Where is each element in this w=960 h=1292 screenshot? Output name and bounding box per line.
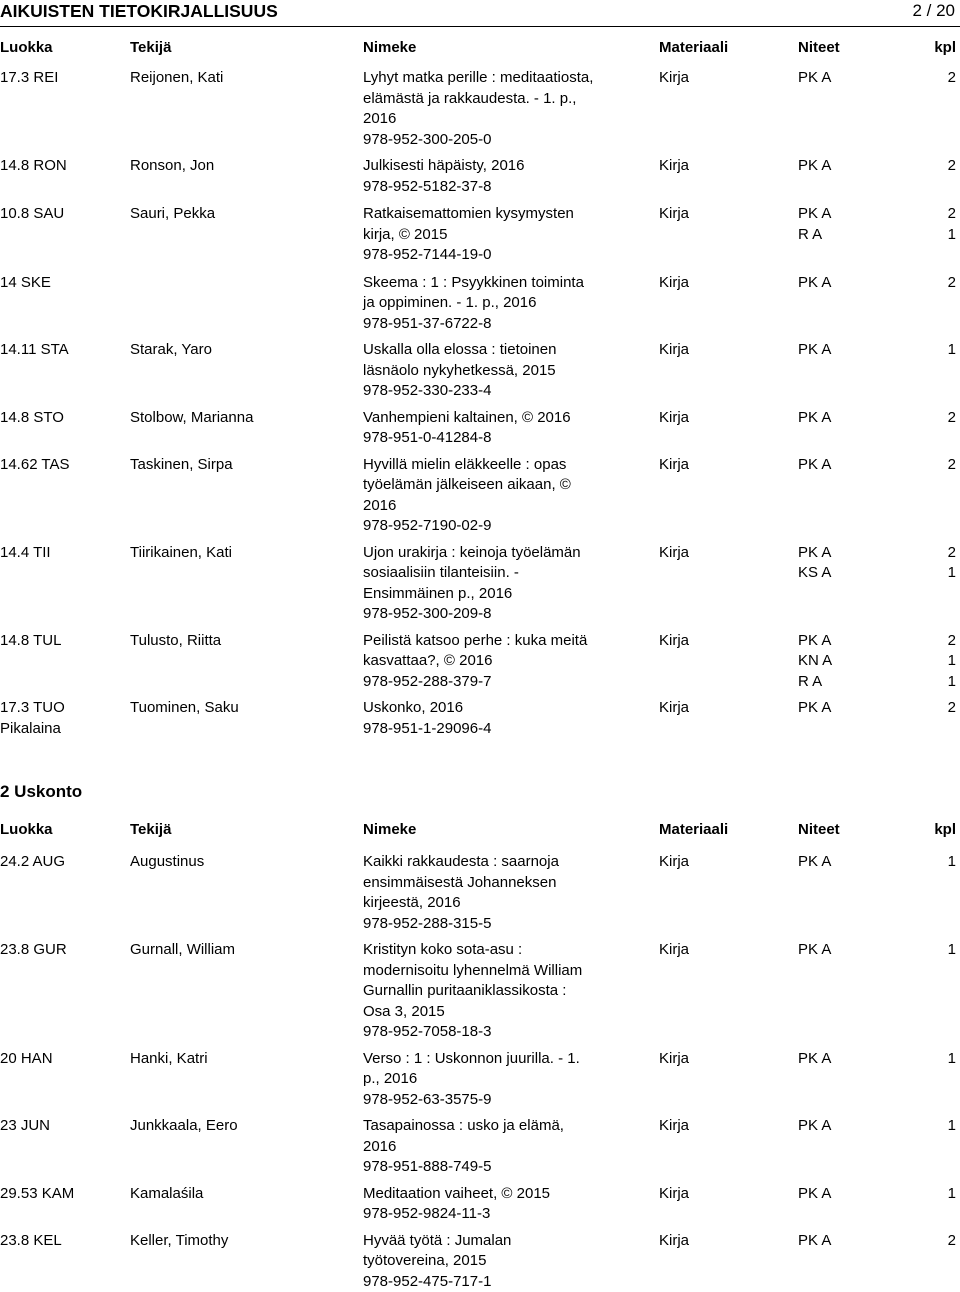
- table-row: [0, 631, 960, 693]
- title-block: [363, 408, 623, 449]
- copy-counts: [878, 1116, 956, 1137]
- copy-count: [878, 1049, 956, 1070]
- author: Tuominen, Saku: [130, 698, 355, 719]
- title-block: [363, 204, 623, 266]
- title-line: Hyvillä mielin eläkkeelle : opas: [363, 455, 623, 476]
- copy-count-value: 2: [948, 543, 956, 564]
- title-block: [363, 156, 623, 197]
- call-number: [0, 852, 125, 873]
- title-block: [363, 455, 623, 537]
- call-number-line: 14.4 TII: [0, 543, 125, 564]
- copy-count: [878, 563, 956, 584]
- call-number: [0, 1116, 125, 1137]
- author: Stolbow, Marianna: [130, 408, 355, 429]
- author: Starak, Yaro: [130, 340, 355, 361]
- holding-location: [798, 940, 878, 961]
- copy-counts: [878, 156, 956, 177]
- holding-location: [798, 1049, 878, 1070]
- call-number: [0, 340, 125, 361]
- copy-count-value: 1: [948, 340, 956, 361]
- page-number: 2 / 20: [912, 1, 955, 22]
- copy-counts: [878, 1049, 956, 1070]
- copy-count: [878, 225, 956, 246]
- table-row: [0, 156, 960, 197]
- title-line: sosiaalisiin tilanteisiin. -: [363, 563, 623, 584]
- call-number-line: 14.8 STO: [0, 408, 125, 429]
- holdings: [798, 408, 878, 429]
- material-type: Kirja: [659, 1116, 689, 1137]
- location-code: KN A: [798, 651, 832, 672]
- title-line: p., 2016: [363, 1069, 623, 1090]
- material-type: Kirja: [659, 455, 689, 476]
- material-type: Kirja: [659, 940, 689, 961]
- holding-location: [798, 204, 878, 225]
- copy-count-value: 1: [948, 1116, 956, 1137]
- call-number: [0, 631, 125, 652]
- copy-count-value: 2: [948, 204, 956, 225]
- material-type: Kirja: [659, 543, 689, 564]
- location-code: PK A: [798, 852, 831, 873]
- title-line: 978-951-1-29096-4: [363, 719, 623, 740]
- holding-location: [798, 225, 878, 246]
- location-code: PK A: [798, 204, 831, 225]
- title-line: 978-952-9824-11-3: [363, 1204, 623, 1225]
- material-type: Kirja: [659, 1049, 689, 1070]
- holdings: [798, 340, 878, 361]
- copy-count: [878, 631, 956, 652]
- copy-counts: [878, 1231, 956, 1252]
- column-header-row: [0, 38, 960, 60]
- author: Sauri, Pekka: [130, 204, 355, 225]
- call-number-line: 14 SKE: [0, 273, 125, 294]
- call-number: [0, 156, 125, 177]
- column-header-kpl: kpl: [934, 38, 956, 59]
- column-header-tekija: Tekijä: [130, 38, 171, 59]
- title-block: [363, 698, 623, 739]
- holding-location: [798, 408, 878, 429]
- catalog-table: [0, 852, 960, 1292]
- copy-count: [878, 455, 956, 476]
- title-line: Kaikki rakkaudesta : saarnoja: [363, 852, 623, 873]
- document-title: AIKUISTEN TIETOKIRJALLISUUS: [0, 1, 278, 22]
- title-line: 2016: [363, 496, 623, 517]
- copy-count-value: 1: [948, 1184, 956, 1205]
- title-line: Hyvää työtä : Jumalan: [363, 1231, 623, 1252]
- table-row: [0, 698, 960, 739]
- copy-count-value: 1: [948, 672, 956, 693]
- material-type: Kirja: [659, 852, 689, 873]
- holdings: [798, 940, 878, 961]
- title-line: 978-952-7058-18-3: [363, 1022, 623, 1043]
- copy-count-value: 2: [948, 273, 956, 294]
- holding-location: [798, 631, 878, 652]
- holding-location: [798, 156, 878, 177]
- copy-count: [878, 672, 956, 693]
- holdings: [798, 852, 878, 873]
- copy-count: [878, 1116, 956, 1137]
- call-number-line: Pikalaina: [0, 719, 125, 740]
- author: Junkkaala, Eero: [130, 1116, 355, 1137]
- holdings: [798, 1184, 878, 1205]
- copy-counts: [878, 273, 956, 294]
- location-code: PK A: [798, 543, 831, 564]
- call-number: [0, 204, 125, 225]
- author: Gurnall, William: [130, 940, 355, 961]
- table-row: [0, 455, 960, 537]
- copy-counts: [878, 340, 956, 361]
- location-code: PK A: [798, 1116, 831, 1137]
- call-number-line: 23 JUN: [0, 1116, 125, 1137]
- call-number-line: 20 HAN: [0, 1049, 125, 1070]
- title-line: Lyhyt matka perille : meditaatiosta,: [363, 68, 623, 89]
- table-row: [0, 1184, 960, 1225]
- table-row: [0, 1049, 960, 1111]
- copy-count-value: 1: [948, 852, 956, 873]
- location-code: PK A: [798, 940, 831, 961]
- call-number: [0, 698, 125, 739]
- holding-location: [798, 68, 878, 89]
- author: Augustinus: [130, 852, 355, 873]
- holdings: [798, 543, 878, 584]
- holding-location: [798, 672, 878, 693]
- call-number: [0, 1184, 125, 1205]
- title-line: työelämän jälkeiseen aikaan, ©: [363, 475, 623, 496]
- header-divider: [0, 26, 960, 27]
- copy-count: [878, 1184, 956, 1205]
- title-line: Skeema : 1 : Psyykkinen toiminta: [363, 273, 623, 294]
- title-block: [363, 1049, 623, 1111]
- holding-location: [798, 698, 878, 719]
- copy-counts: [878, 543, 956, 584]
- column-header-materiaali: Materiaali: [659, 820, 728, 841]
- table-row: [0, 273, 960, 335]
- material-type: Kirja: [659, 156, 689, 177]
- table-row: [0, 340, 960, 402]
- copy-count: [878, 156, 956, 177]
- holding-location: [798, 1231, 878, 1252]
- call-number: [0, 68, 125, 89]
- material-type: Kirja: [659, 68, 689, 89]
- call-number-line: 14.11 STA: [0, 340, 125, 361]
- copy-count-value: 1: [948, 1049, 956, 1070]
- call-number-line: 10.8 SAU: [0, 204, 125, 225]
- copy-counts: [878, 408, 956, 429]
- title-line: Peilistä katsoo perhe : kuka meitä: [363, 631, 623, 652]
- column-header-nimeke: Nimeke: [363, 38, 416, 59]
- table-row: [0, 852, 960, 934]
- copy-counts: [878, 852, 956, 873]
- call-number: [0, 1231, 125, 1252]
- copy-count-value: 2: [948, 408, 956, 429]
- material-type: Kirja: [659, 698, 689, 719]
- holding-location: [798, 455, 878, 476]
- column-header-niteet: Niteet: [798, 820, 840, 841]
- call-number-line: 17.3 REI: [0, 68, 125, 89]
- title-line: Meditaation vaiheet, © 2015: [363, 1184, 623, 1205]
- title-line: Vanhempieni kaltainen, © 2016: [363, 408, 623, 429]
- column-header-luokka: Luokka: [0, 820, 53, 841]
- title-line: 978-952-288-315-5: [363, 914, 623, 935]
- call-number-line: 14.62 TAS: [0, 455, 125, 476]
- author: Hanki, Katri: [130, 1049, 355, 1070]
- author: Tiirikainen, Kati: [130, 543, 355, 564]
- holdings: [798, 156, 878, 177]
- title-line: 978-952-7144-19-0: [363, 245, 623, 266]
- title-line: Tasapainossa : usko ja elämä,: [363, 1116, 623, 1137]
- title-line: työtovereina, 2015: [363, 1251, 623, 1272]
- title-block: [363, 340, 623, 402]
- title-line: Kristityn koko sota-asu :: [363, 940, 623, 961]
- copy-counts: [878, 68, 956, 89]
- call-number-line: 23.8 GUR: [0, 940, 125, 961]
- title-line: Verso : 1 : Uskonnon juurilla. - 1.: [363, 1049, 623, 1070]
- column-header-materiaali: Materiaali: [659, 38, 728, 59]
- title-line: 978-952-288-379-7: [363, 672, 623, 693]
- copy-count: [878, 651, 956, 672]
- holdings: [798, 68, 878, 89]
- call-number: [0, 408, 125, 429]
- location-code: PK A: [798, 68, 831, 89]
- call-number-line: 29.53 KAM: [0, 1184, 125, 1205]
- material-type: Kirja: [659, 340, 689, 361]
- title-line: 2016: [363, 1137, 623, 1158]
- copy-count: [878, 852, 956, 873]
- title-line: Ujon urakirja : keinoja työelämän: [363, 543, 623, 564]
- holdings: [798, 698, 878, 719]
- copy-count-value: 2: [948, 1231, 956, 1252]
- title-block: [363, 68, 623, 150]
- author: Taskinen, Sirpa: [130, 455, 355, 476]
- column-header-luokka: Luokka: [0, 38, 53, 59]
- call-number: [0, 543, 125, 564]
- title-line: 978-951-37-6722-8: [363, 314, 623, 335]
- copy-counts: [878, 455, 956, 476]
- column-header-nimeke: Nimeke: [363, 820, 416, 841]
- location-code: PK A: [798, 273, 831, 294]
- catalog-table: [0, 68, 960, 739]
- copy-count-value: 2: [948, 698, 956, 719]
- title-line: Uskonko, 2016: [363, 698, 623, 719]
- holding-location: [798, 340, 878, 361]
- table-row: [0, 204, 960, 266]
- author: Kamalaśila: [130, 1184, 355, 1205]
- title-line: 978-952-5182-37-8: [363, 177, 623, 198]
- copy-counts: [878, 940, 956, 961]
- holdings: [798, 1116, 878, 1137]
- copy-counts: [878, 631, 956, 693]
- title-line: Gurnallin puritaaniklassikosta :: [363, 981, 623, 1002]
- title-block: [363, 273, 623, 335]
- copy-counts: [878, 698, 956, 719]
- material-type: Kirja: [659, 204, 689, 225]
- holding-location: [798, 651, 878, 672]
- copy-count-value: 1: [948, 651, 956, 672]
- call-number-line: 14.8 RON: [0, 156, 125, 177]
- call-number: [0, 1049, 125, 1070]
- title-block: [363, 852, 623, 934]
- call-number: [0, 940, 125, 961]
- title-line: läsnäolo nykyhetkessä, 2015: [363, 361, 623, 382]
- call-number: [0, 455, 125, 476]
- title-line: 978-951-888-749-5: [363, 1157, 623, 1178]
- holding-location: [798, 563, 878, 584]
- column-header-kpl: kpl: [934, 820, 956, 841]
- holding-location: [798, 273, 878, 294]
- title-block: [363, 940, 623, 1043]
- title-block: [363, 1231, 623, 1292]
- copy-count: [878, 204, 956, 225]
- location-code: R A: [798, 225, 822, 246]
- copy-count: [878, 273, 956, 294]
- title-line: 978-952-475-717-1: [363, 1272, 623, 1292]
- author: Ronson, Jon: [130, 156, 355, 177]
- copy-count-value: 1: [948, 940, 956, 961]
- copy-counts: [878, 204, 956, 245]
- call-number: [0, 273, 125, 294]
- title-line: elämästä ja rakkaudesta. - 1. p.,: [363, 89, 623, 110]
- title-line: kirjeestä, 2016: [363, 893, 623, 914]
- column-header-tekija: Tekijä: [130, 820, 171, 841]
- material-type: Kirja: [659, 273, 689, 294]
- author: Tulusto, Riitta: [130, 631, 355, 652]
- location-code: PK A: [798, 156, 831, 177]
- holding-location: [798, 852, 878, 873]
- title-line: 978-951-0-41284-8: [363, 428, 623, 449]
- holdings: [798, 455, 878, 476]
- title-block: [363, 1184, 623, 1225]
- title-line: 978-952-7190-02-9: [363, 516, 623, 537]
- copy-count-value: 2: [948, 631, 956, 652]
- holdings: [798, 1049, 878, 1070]
- table-row: [0, 543, 960, 625]
- holdings: [798, 273, 878, 294]
- copy-count: [878, 698, 956, 719]
- copy-count: [878, 543, 956, 564]
- copy-count: [878, 340, 956, 361]
- author: Keller, Timothy: [130, 1231, 355, 1252]
- table-row: [0, 940, 960, 1043]
- copy-count: [878, 940, 956, 961]
- title-line: Julkisesti häpäisty, 2016: [363, 156, 623, 177]
- title-line: Ratkaisemattomien kysymysten: [363, 204, 623, 225]
- table-row: [0, 408, 960, 449]
- location-code: KS A: [798, 563, 831, 584]
- title-line: 978-952-300-205-0: [363, 130, 623, 151]
- column-header-niteet: Niteet: [798, 38, 840, 59]
- copy-counts: [878, 1184, 956, 1205]
- copy-count: [878, 408, 956, 429]
- call-number-line: 24.2 AUG: [0, 852, 125, 873]
- title-line: kirja, © 2015: [363, 225, 623, 246]
- title-line: 978-952-300-209-8: [363, 604, 623, 625]
- title-block: [363, 1116, 623, 1178]
- title-line: ja oppiminen. - 1. p., 2016: [363, 293, 623, 314]
- location-code: R A: [798, 672, 822, 693]
- location-code: PK A: [798, 1184, 831, 1205]
- title-line: Ensimmäinen p., 2016: [363, 584, 623, 605]
- location-code: PK A: [798, 698, 831, 719]
- copy-count-value: 1: [948, 225, 956, 246]
- holdings: [798, 631, 878, 693]
- author: Reijonen, Kati: [130, 68, 355, 89]
- column-header-row: [0, 820, 960, 842]
- material-type: Kirja: [659, 1184, 689, 1205]
- table-row: [0, 68, 960, 150]
- holdings: [798, 1231, 878, 1252]
- holdings: [798, 204, 878, 245]
- location-code: PK A: [798, 1231, 831, 1252]
- title-line: 978-952-330-233-4: [363, 381, 623, 402]
- title-line: ensimmäisestä Johanneksen: [363, 873, 623, 894]
- title-line: 2016: [363, 109, 623, 130]
- copy-count-value: 2: [948, 68, 956, 89]
- call-number-line: 17.3 TUO: [0, 698, 125, 719]
- table-row: [0, 1231, 960, 1292]
- title-line: modernisoitu lyhennelmä William: [363, 961, 623, 982]
- material-type: Kirja: [659, 408, 689, 429]
- table-row: [0, 1116, 960, 1178]
- copy-count: [878, 68, 956, 89]
- holding-location: [798, 1116, 878, 1137]
- copy-count: [878, 1231, 956, 1252]
- holding-location: [798, 543, 878, 564]
- material-type: Kirja: [659, 1231, 689, 1252]
- holding-location: [798, 1184, 878, 1205]
- title-line: Osa 3, 2015: [363, 1002, 623, 1023]
- material-type: Kirja: [659, 631, 689, 652]
- location-code: PK A: [798, 455, 831, 476]
- page-header: [0, 0, 960, 22]
- call-number-line: 23.8 KEL: [0, 1231, 125, 1252]
- title-line: 978-952-63-3575-9: [363, 1090, 623, 1111]
- location-code: PK A: [798, 1049, 831, 1070]
- copy-count-value: 2: [948, 455, 956, 476]
- title-block: [363, 543, 623, 625]
- location-code: PK A: [798, 631, 831, 652]
- location-code: PK A: [798, 340, 831, 361]
- title-line: kasvattaa?, © 2016: [363, 651, 623, 672]
- location-code: PK A: [798, 408, 831, 429]
- copy-count-value: 2: [948, 156, 956, 177]
- title-block: [363, 631, 623, 693]
- title-line: Uskalla olla elossa : tietoinen: [363, 340, 623, 361]
- section-title: 2 Uskonto: [0, 782, 82, 803]
- copy-count-value: 1: [948, 563, 956, 584]
- call-number-line: 14.8 TUL: [0, 631, 125, 652]
